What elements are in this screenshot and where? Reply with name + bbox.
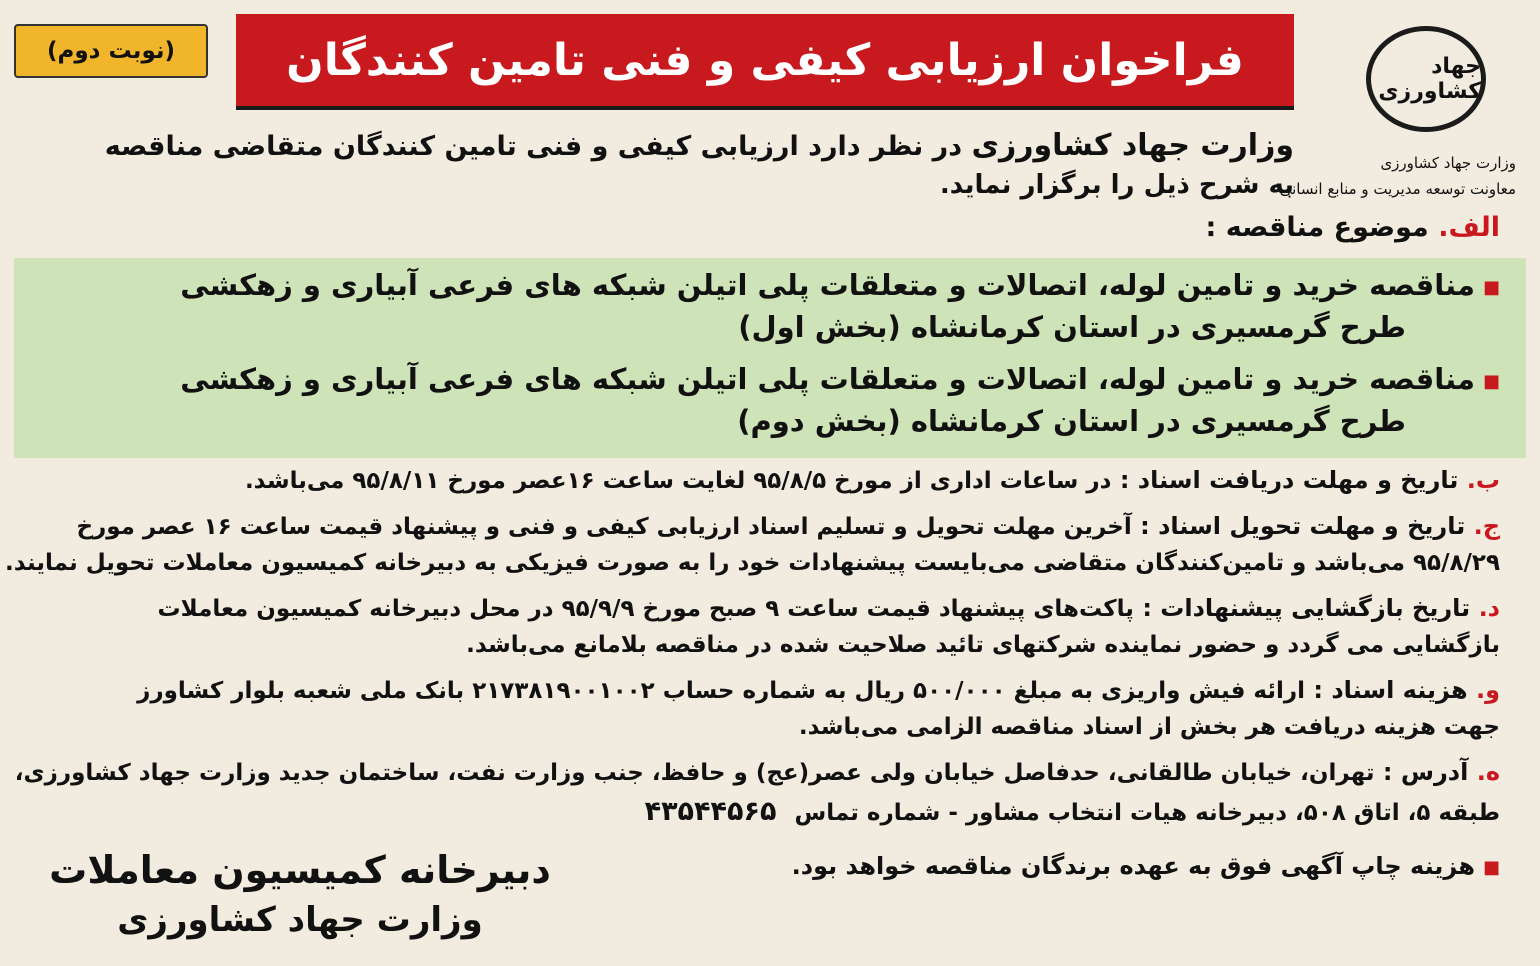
signature-line-1: دبیرخانه کمیسیون معاملات xyxy=(49,848,551,892)
section-text: ارائه فیش واریزی به مبلغ ۵۰۰/۰۰۰ ریال به شماره حساب ۲۱۷۳۸۱۹۰۰۱۰۰۲ بانک ملی شعبه بلوار کشاورز xyxy=(137,678,1306,704)
section-label: تاریخ و مهلت دریافت اسناد : xyxy=(1119,466,1459,494)
intro-line-1 xyxy=(105,128,1294,163)
section-vav-line-2: جهت هزینه دریافت هر بخش از اسناد مناقصه الزامی می‌باشد. xyxy=(798,714,1500,740)
tender-item-2-line-2: طرح گرمسیری در استان کرمانشاه (بخش دوم) xyxy=(737,404,1406,438)
section-text: در ساعات اداری از مورخ ۹۵/۸/۵ لغایت ساعت ۱۶عصر مورخ ۹۵/۸/۱۱ می‌باشد. xyxy=(244,468,1112,494)
section-letter: ه. xyxy=(1476,758,1500,786)
header-banner xyxy=(236,14,1294,110)
section-label: موضوع مناقصه : xyxy=(1205,212,1429,243)
print-cost-note xyxy=(792,852,1500,880)
red-square-bullet-icon: ■ xyxy=(1482,370,1500,392)
section-jim-line-1 xyxy=(76,512,1500,540)
red-square-bullet-icon: ■ xyxy=(1482,276,1500,298)
tender-item-2-line-1 xyxy=(180,362,1500,396)
section-jim-line-2: ۹۵/۸/۲۹ می‌باشد و تامین‌کنندگان متقاضی می‌بایست پیشنهادات خود را به صورت فیزیکی به دبیرخانه کمیسیون معاملات تحویل نمایند. xyxy=(4,550,1500,576)
emblem-text: جهاد کشاورزی xyxy=(1378,54,1481,104)
section-letter: د. xyxy=(1478,594,1500,622)
intro-text-1: در نظر دارد ارزیابی کیفی و فنی تامین کنندگان متقاضی مناقصه xyxy=(104,131,963,162)
red-square-bullet-icon: ■ xyxy=(1482,856,1500,878)
item-text: مناقصه خرید و تامین لوله، اتصالات و متعلقات پلی اتیلن شبکه های فرعی آبیاری و زهکشی xyxy=(180,362,1475,396)
section-vav-line-1 xyxy=(137,676,1500,704)
section-letter: و. xyxy=(1475,676,1500,704)
section-label: تاریخ و مهلت تحویل اسناد : xyxy=(1140,512,1466,540)
phone-number: ۴۳۵۴۴۵۶۵ xyxy=(644,796,777,827)
note-text: هزینه چاپ آگهی فوق به عهده برندگان مناقصه خواهد بود. xyxy=(791,852,1475,880)
org-department: معاونت توسعه مدیریت و منابع انسانی xyxy=(1279,180,1516,198)
section-label: هزینه اسناد : xyxy=(1313,676,1468,704)
ministry-logo-block xyxy=(1279,14,1526,204)
tender-item-1-line-2: طرح گرمسیری در استان کرمانشاه (بخش اول) xyxy=(738,310,1406,344)
section-text: آخرین مهلت تحویل و تسلیم اسناد ارزیابی کیفی و فنی و پیشنهاد قیمت ساعت ۱۶ عصر مورخ xyxy=(76,514,1132,540)
org-name: وزارت جهاد کشاورزی xyxy=(1380,154,1516,172)
signature-block xyxy=(30,848,570,940)
section-he-line-2 xyxy=(645,796,1500,827)
section-be xyxy=(245,466,1500,494)
tender-item-1-line-1 xyxy=(180,268,1500,302)
section-letter: ب. xyxy=(1466,466,1500,494)
section-he-line-1 xyxy=(15,758,1500,786)
ministry-name: وزارت جهاد کشاورزی xyxy=(971,128,1294,163)
section-letter: ج. xyxy=(1473,512,1500,540)
section-dal-line-1 xyxy=(158,594,1500,622)
section-dal-line-2: بازگشایی می گردد و حضور نماینده شرکتهای تائید صلاحیت شده در مناقصه بلامانع می‌باشد. xyxy=(466,632,1500,658)
ministry-emblem xyxy=(1366,26,1486,132)
page-title: فراخوان ارزیابی کیفی و فنی تامین کنندگان xyxy=(286,34,1244,86)
signature-line-2: وزارت جهاد کشاورزی xyxy=(117,900,483,940)
section-alef xyxy=(1206,212,1500,243)
round-badge: (نوبت دوم) xyxy=(14,24,208,78)
section-letter: الف. xyxy=(1438,212,1500,243)
item-text: مناقصه خرید و تامین لوله، اتصالات و متعلقات پلی اتیلن شبکه های فرعی آبیاری و زهکشی xyxy=(180,268,1475,302)
intro-line-2: به شرح ذیل را برگزار نماید. xyxy=(939,170,1294,200)
section-text: پاکت‌های پیشنهاد قیمت ساعت ۹ صبح مورخ ۹۵/۹/۹ در محل دبیرخانه کمیسیون معاملات xyxy=(157,596,1134,622)
section-label: آدرس : xyxy=(1382,758,1469,786)
section-label: تاریخ بازگشایی پیشنهادات : xyxy=(1142,594,1471,622)
section-text: طبقه ۵، اتاق ۵۰۸، دبیرخانه هیات انتخاب مشاور - شماره تماس xyxy=(794,800,1500,826)
section-text: تهران، خیابان طالقانی، حدفاصل خیابان ولی عصر(عج) و حافظ، جنب وزارت نفت، ساختمان جدید وزارت جهاد کشاورزی، xyxy=(14,760,1375,786)
